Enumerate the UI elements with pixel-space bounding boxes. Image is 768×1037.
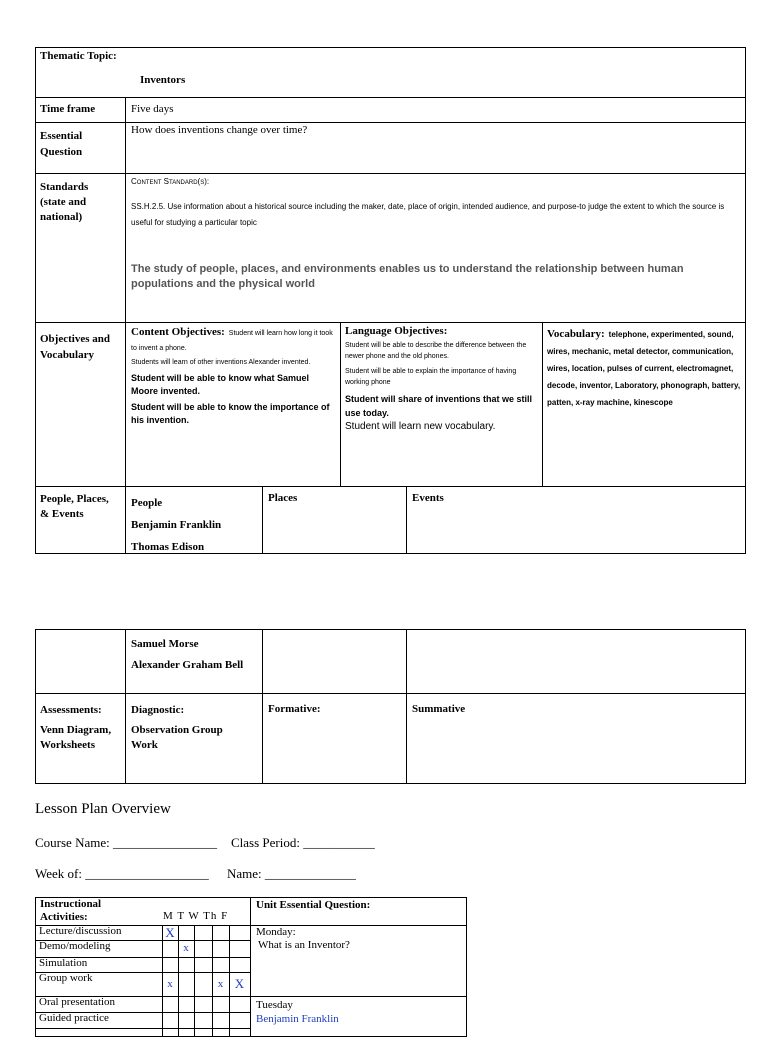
course-name-field: Course Name: ________________ <box>35 835 217 850</box>
activity-name: Demo/modeling <box>39 940 111 952</box>
day-checkbox[interactable]: X <box>165 925 175 940</box>
day-checkbox[interactable] <box>212 1012 229 1028</box>
formative-label: Formative: <box>268 703 321 715</box>
day-checkbox[interactable] <box>212 996 229 1012</box>
vocabulary <box>547 325 741 410</box>
content-objective-2: Students will learn of other inventions Alexander invented. <box>131 359 311 366</box>
day-column-divider <box>212 925 213 1037</box>
content-standard-label: Content Standard(s): <box>131 177 210 186</box>
language-objective-4: Student will learn new vocabulary. <box>345 421 496 432</box>
vocabulary-label: Vocabulary: <box>547 328 605 340</box>
thematic-topic-value: Inventors <box>140 74 186 86</box>
content-objective-1: Student will learn how long it took to invent a phone. <box>131 330 333 352</box>
content-objective-3: Student will be able to know what Samuel Moore invented. <box>131 373 310 396</box>
day-checkbox[interactable]: x <box>183 942 189 954</box>
day-checkbox[interactable] <box>178 925 194 940</box>
day-checkbox[interactable] <box>212 940 229 957</box>
essential-question-value: How does inventions change over time? <box>131 124 308 136</box>
days-header: M T W Th F <box>163 910 229 922</box>
day-checkbox[interactable] <box>178 996 194 1012</box>
day-checkbox[interactable] <box>212 925 229 940</box>
people-column <box>131 492 221 558</box>
essential-question-label: Essential Question <box>40 130 83 158</box>
day-checkbox[interactable] <box>162 1012 178 1028</box>
day-checkbox[interactable] <box>212 957 229 972</box>
people-item: Thomas Edison <box>131 541 205 553</box>
day-column-divider <box>229 925 230 1037</box>
day-checkbox[interactable]: x <box>167 978 173 990</box>
assessments: Assessments: Venn Diagram, Worksheets <box>40 704 112 751</box>
class-period-field: Class Period: ___________ <box>231 835 375 850</box>
study-text: The study of people, places, and environments enables us to understand the relationship between human populations and the physical world <box>131 263 684 290</box>
day-checkbox[interactable] <box>162 940 178 957</box>
day-column-divider <box>162 925 163 1037</box>
day-checkbox[interactable] <box>194 940 212 957</box>
content-objectives-label: Content Objectives: <box>131 326 225 338</box>
places-label: Places <box>268 492 298 504</box>
name-field: Name: ______________ <box>227 866 356 881</box>
activity-name: Oral presentation <box>39 996 116 1008</box>
day-checkbox[interactable] <box>162 957 178 972</box>
day-checkbox[interactable] <box>194 1012 212 1028</box>
people-label: People <box>131 497 163 509</box>
day-checkbox[interactable] <box>194 925 212 940</box>
activity-name: Lecture/discussion <box>39 925 122 937</box>
events-label: Events <box>412 492 444 504</box>
summative-label: Summative <box>412 703 466 715</box>
day-column-divider <box>178 925 179 1037</box>
day-checkbox[interactable] <box>194 996 212 1012</box>
standards-label: Standards (state and national) <box>40 181 89 223</box>
tuesday-entry: Tuesday Benjamin Franklin <box>256 999 339 1025</box>
week-of-field: Week of: ___________________ <box>35 866 209 881</box>
standard-text: SS.H.2.5. Use information about a historical source including the maker, date, place of origin, intended audience, and purpose-to judge the extent to which the source is useful for studying a particular topic <box>131 202 725 227</box>
day-checkbox[interactable] <box>229 1012 250 1028</box>
language-objectives-label: Language Objectives: <box>345 325 448 337</box>
people-item: Samuel Morse <box>131 638 199 650</box>
overview-title: Lesson Plan Overview <box>35 801 171 817</box>
day-checkbox[interactable] <box>178 1012 194 1028</box>
activity-name: Simulation <box>39 957 88 969</box>
people-item: Benjamin Franklin <box>131 519 222 531</box>
day-checkbox[interactable] <box>229 925 250 940</box>
day-checkbox[interactable] <box>178 957 194 972</box>
row-divider <box>35 1028 250 1029</box>
day-checkbox[interactable]: x <box>217 978 224 990</box>
activity-name: Guided practice <box>39 1012 109 1024</box>
day-column-divider <box>194 925 195 1037</box>
instructional-activities-header: Instructional Activities: <box>40 898 102 923</box>
content-objective-4: Student will be able to know the importance of his invention. <box>131 402 330 425</box>
language-objective-2: Student will be able to explain the importance of having working phone <box>345 368 517 386</box>
day-checkbox[interactable] <box>178 972 194 996</box>
day-checkbox[interactable] <box>229 996 250 1012</box>
diagnostic: Diagnostic: Observation Group Work <box>131 704 223 751</box>
timeframe-label: Time frame <box>40 103 96 115</box>
vocabulary-text: telephone, experimented, sound, wires, mechanic, metal detector, communication, wires, location, pulses of current, electromagnet, decode, inventor, Laboratory, phonograph, battery, patten, x-ray machine, kinescope <box>547 330 741 407</box>
day-checkbox[interactable] <box>162 996 178 1012</box>
language-objective-3: Student will share of inventions that we still use today. <box>345 394 533 418</box>
activity-name: Group work <box>39 972 93 984</box>
objectives-label: Objectives and Vocabulary <box>40 333 110 361</box>
content-objectives <box>131 325 337 427</box>
monday-entry: Monday: What is an Inventor? <box>256 926 350 951</box>
timeframe-value: Five days <box>131 103 174 115</box>
day-checkbox[interactable] <box>194 957 212 972</box>
people-places-events-label: People, Places, & Events <box>40 493 109 520</box>
day-checkbox[interactable]: X <box>234 976 245 991</box>
people-item: Alexander Graham Bell <box>131 659 244 671</box>
day-checkbox[interactable] <box>194 972 212 996</box>
unit-essential-question-header: Unit Essential Question: <box>256 899 371 911</box>
thematic-topic-label: Thematic Topic: <box>40 50 117 62</box>
day-checkbox[interactable] <box>229 940 250 957</box>
language-objectives <box>345 325 537 432</box>
people-continued <box>131 634 243 676</box>
language-objective-1: Student will be able to describe the difference between the newer phone and the old phones. <box>345 342 527 360</box>
day-checkbox[interactable] <box>229 957 250 972</box>
